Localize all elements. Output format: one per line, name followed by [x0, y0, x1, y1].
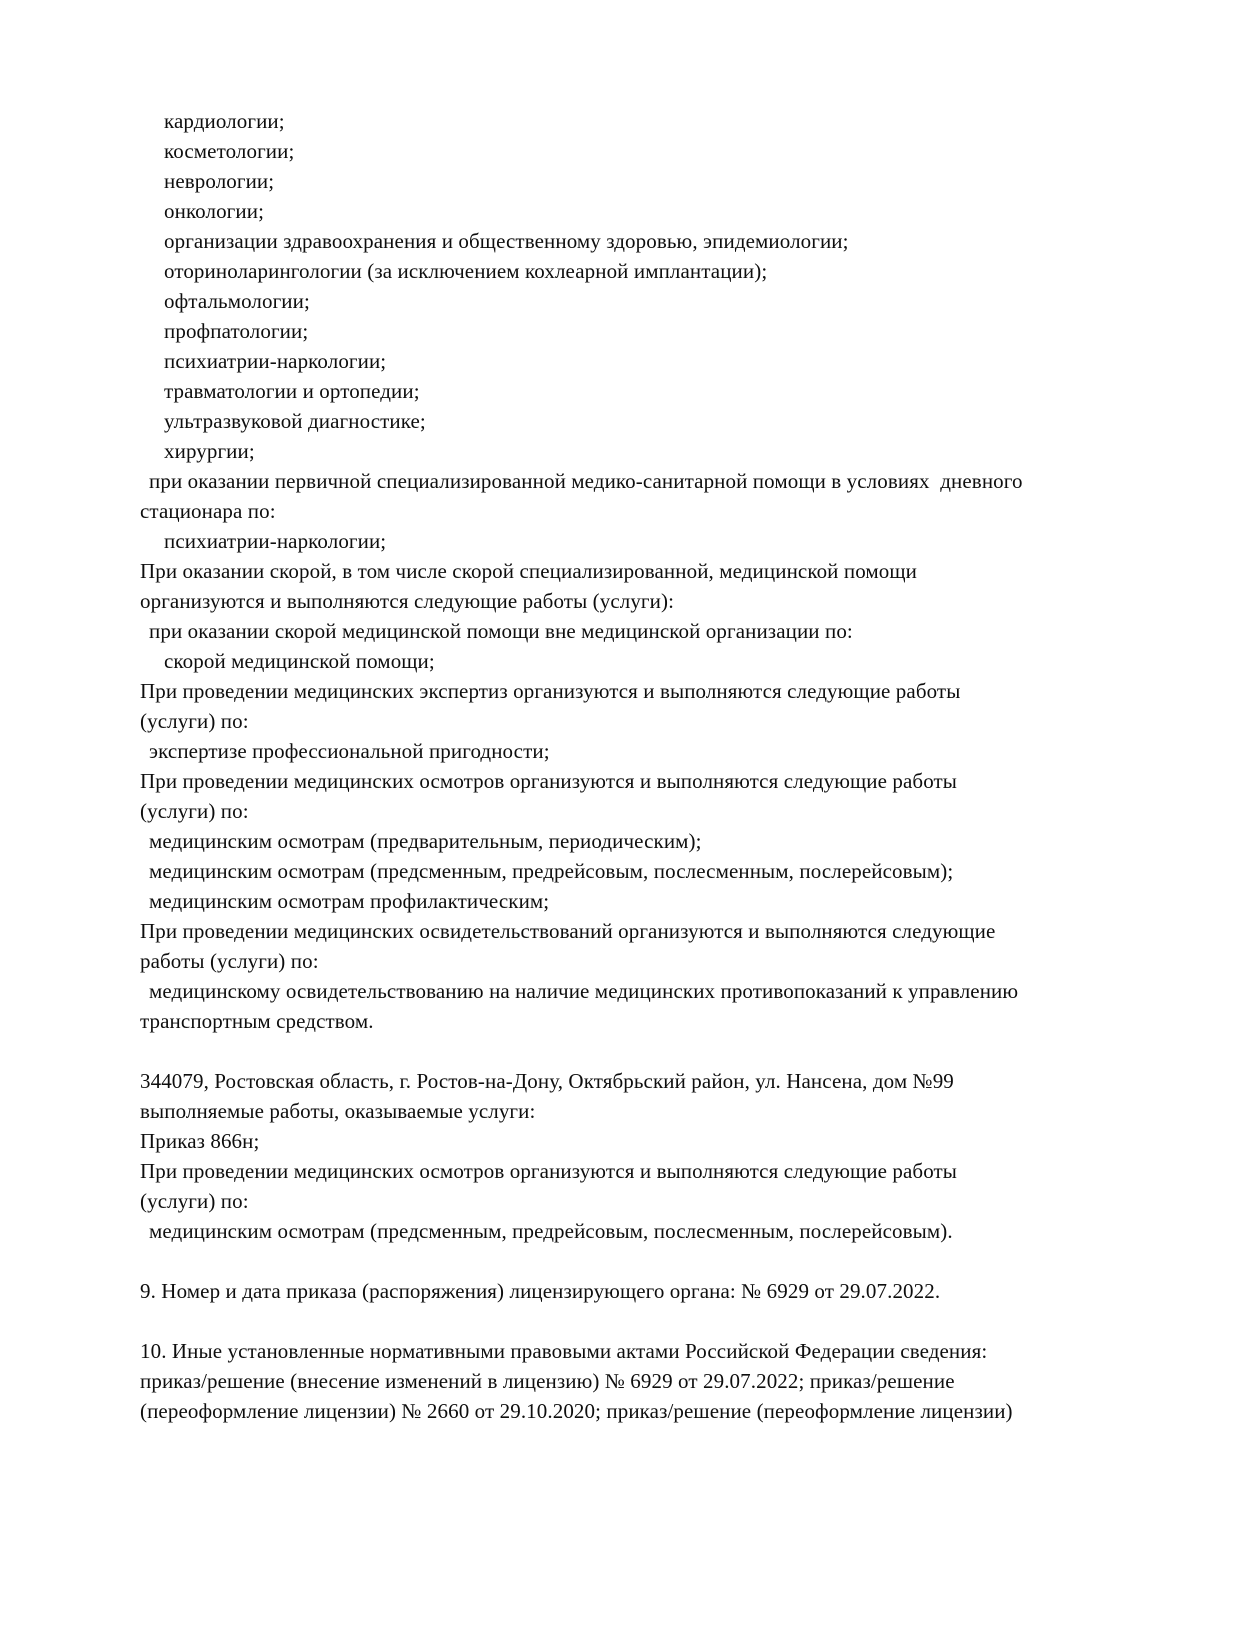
- text-line: при оказании первичной специализированной медико-санитарной помощи в условиях дневного: [149, 469, 1023, 493]
- text-line: медицинским осмотрам (предсменным, предрейсовым, послесменным, послерейсовым);: [149, 859, 954, 883]
- text-line: ультразвуковой диагностике;: [164, 409, 426, 433]
- text-line: экспертизе профессиональной пригодности;: [149, 739, 550, 763]
- text-line: При проведении медицинских освидетельствований организуются и выполняются следующие: [140, 919, 996, 943]
- text-line: 344079, Ростовская область, г. Ростов-на-Дону, Октябрьский район, ул. Нансена, дом №99: [140, 1069, 954, 1093]
- text-line: травматологии и ортопедии;: [164, 379, 420, 403]
- text-line: (услуги) по:: [140, 1189, 249, 1213]
- text-line: кардиологии;: [164, 109, 285, 133]
- text-line: организации здравоохранения и общественному здоровью, эпидемиологии;: [164, 229, 849, 253]
- text-line: транспортным средством.: [140, 1009, 374, 1033]
- text-line: при оказании скорой медицинской помощи вне медицинской организации по:: [149, 619, 853, 643]
- text-line: Приказ 866н;: [140, 1129, 260, 1153]
- text-line: психиатрии-наркологии;: [164, 349, 387, 373]
- text-line: работы (услуги) по:: [140, 949, 319, 973]
- text-line: психиатрии-наркологии;: [164, 529, 387, 553]
- text-line: При проведении медицинских осмотров организуются и выполняются следующие работы: [140, 1159, 958, 1183]
- text-line: косметологии;: [164, 139, 295, 163]
- text-line: онкологии;: [164, 199, 265, 223]
- text-line: (услуги) по:: [140, 799, 249, 823]
- text-line: медицинскому освидетельствованию на наличие медицинских противопоказаний к управлению: [149, 979, 1019, 1003]
- text-line: При проведении медицинских экспертиз организуются и выполняются следующие работы: [140, 679, 961, 703]
- text-line: организуются и выполняются следующие работы (услуги):: [140, 589, 675, 613]
- text-line: скорой медицинской помощи;: [164, 649, 435, 673]
- text-line: 9. Номер и дата приказа (распоряжения) лицензирующего органа: № 6929 от 29.07.2022.: [140, 1279, 941, 1303]
- text-line: медицинским осмотрам (предсменным, предрейсовым, послесменным, послерейсовым).: [149, 1219, 953, 1243]
- text-line: При проведении медицинских осмотров организуются и выполняются следующие работы: [140, 769, 958, 793]
- text-line: выполняемые работы, оказываемые услуги:: [140, 1099, 536, 1123]
- text-line: медицинским осмотрам (предварительным, периодическим);: [149, 829, 702, 853]
- text-line: профпатологии;: [164, 319, 309, 343]
- text-line: офтальмологии;: [164, 289, 310, 313]
- text-line: оториноларингологии (за исключением кохлеарной имплантации);: [164, 259, 768, 283]
- text-line: медицинским осмотрам профилактическим;: [149, 889, 550, 913]
- text-line: При оказании скорой, в том числе скорой специализированной, медицинской помощи: [140, 559, 917, 583]
- text-line: хирургии;: [164, 439, 255, 463]
- text-line: приказ/решение (внесение изменений в лицензию) № 6929 от 29.07.2022; приказ/решение: [140, 1369, 955, 1393]
- text-line: стационара по:: [140, 499, 276, 523]
- text-line: неврологии;: [164, 169, 275, 193]
- document-text: [140, 106, 1220, 1426]
- text-line: 10. Иные установленные нормативными правовыми актами Российской Федерации сведения:: [140, 1339, 988, 1363]
- text-line: (переоформление лицензии) № 2660 от 29.10.2020; приказ/решение (переоформление лицензии): [140, 1399, 1013, 1423]
- text-line: (услуги) по:: [140, 709, 249, 733]
